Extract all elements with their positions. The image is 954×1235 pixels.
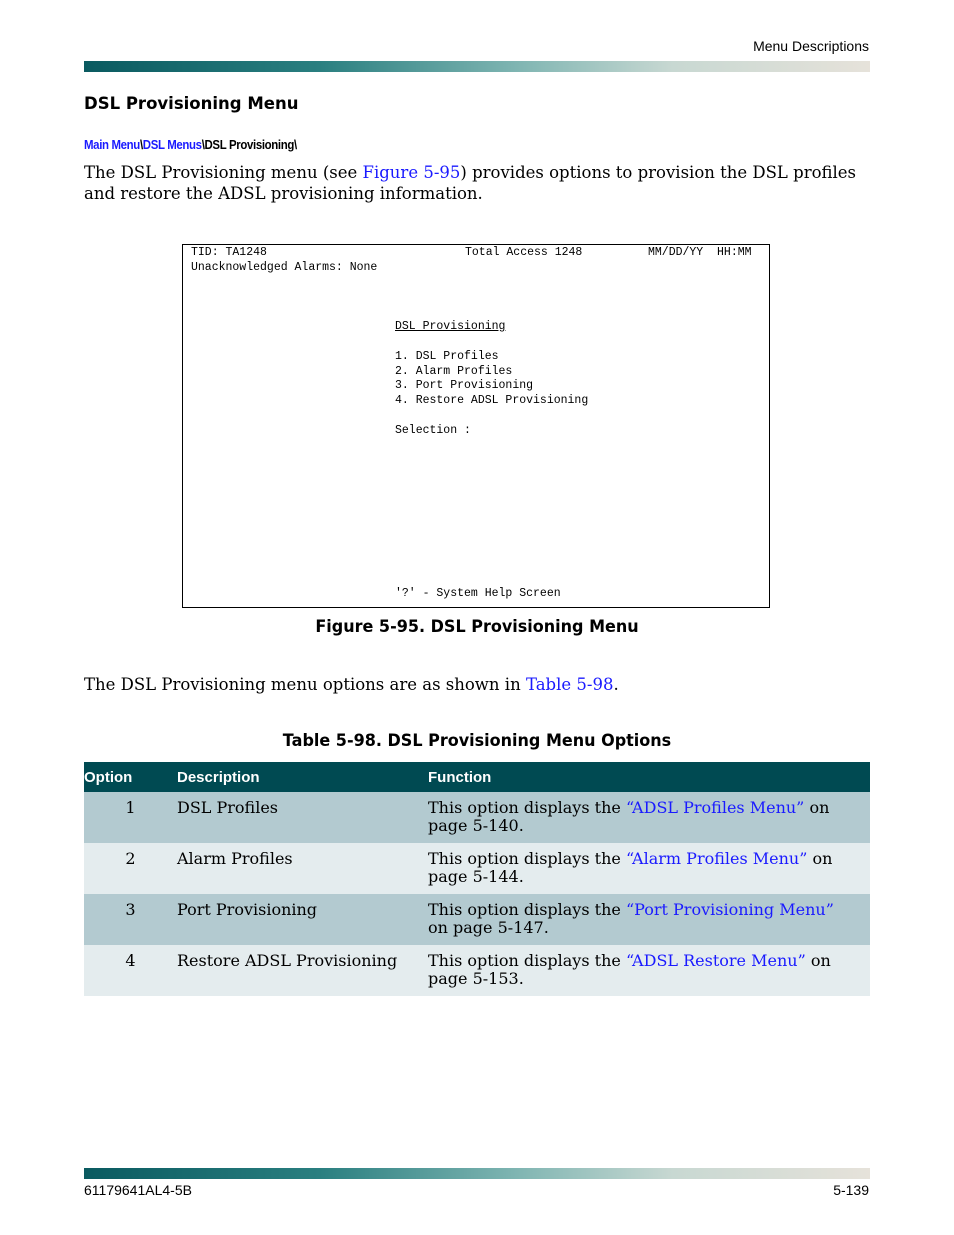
figure-caption: Figure 5-95. DSL Provisioning Menu [315, 617, 639, 636]
row-description: Alarm Profiles [177, 843, 428, 894]
breadcrumb-main-menu-link[interactable]: Main Menu [84, 137, 140, 152]
function-page-ref: on page 5-147. [428, 918, 549, 937]
terminal-menu-item[interactable]: 4. Restore ADSL Provisioning [395, 394, 589, 407]
adsl-profiles-menu-link[interactable]: “ADSL Profiles Menu” [625, 798, 805, 817]
row-function [428, 792, 870, 843]
options-table [84, 762, 870, 996]
terminal-screen [182, 244, 770, 608]
row-description: Port Provisioning [177, 894, 428, 945]
row-description: DSL Profiles [177, 792, 428, 843]
doc-number: 61179641AL4-5B [84, 1182, 192, 1198]
row-function [428, 945, 870, 996]
row-option: 2 [84, 843, 177, 894]
breadcrumb-separator: \ [139, 137, 143, 152]
function-page-ref: on page 5-153. [428, 951, 831, 988]
section-title: DSL Provisioning Menu [84, 94, 299, 113]
breadcrumb-current: \DSL Provisioning\ [201, 137, 297, 152]
adsl-restore-menu-link[interactable]: “ADSL Restore Menu” [625, 951, 806, 970]
intro-text-after: ) provides options to provision the DSL profiles and restore the ADSL provisioning information. [84, 163, 857, 203]
port-provisioning-menu-link[interactable]: “Port Provisioning Menu” [625, 900, 834, 919]
terminal-menu-item[interactable]: 1. DSL Profiles [395, 350, 499, 363]
header-description: Description [177, 762, 428, 792]
function-page-ref: on page 5-140. [428, 798, 830, 835]
terminal-datetime: MM/DD/YY HH:MM [648, 246, 752, 259]
alarm-profiles-menu-link[interactable]: “Alarm Profiles Menu” [625, 849, 808, 868]
terminal-alarms: Unacknowledged Alarms: None [191, 261, 378, 274]
breadcrumb-dsl-menus-link[interactable]: DSL Menus [142, 137, 202, 152]
table-row [84, 894, 870, 945]
row-function [428, 894, 870, 945]
options-intro-text: The DSL Provisioning menu options are as shown in [84, 675, 526, 694]
table-row [84, 843, 870, 894]
terminal-menu-item[interactable]: 3. Port Provisioning [395, 379, 534, 392]
function-text: This option displays the [428, 900, 626, 919]
row-option: 1 [84, 792, 177, 843]
header-function: Function [428, 762, 870, 792]
terminal-system-name: Total Access 1248 [465, 246, 583, 259]
options-intro-paragraph [84, 675, 619, 694]
options-intro-period: . [613, 675, 619, 694]
intro-text-before: The DSL Provisioning menu (see [84, 163, 363, 182]
function-text: This option displays the [428, 798, 626, 817]
figure-link[interactable]: Figure 5-95 [362, 163, 461, 182]
terminal-tid: TID: TA1248 [191, 246, 267, 259]
running-head: Menu Descriptions [753, 38, 869, 54]
header-rule [84, 61, 870, 72]
function-page-ref: on page 5-144. [428, 849, 833, 886]
row-option: 3 [84, 894, 177, 945]
table-row [84, 792, 870, 843]
table-caption: Table 5-98. DSL Provisioning Menu Options [282, 731, 672, 750]
row-option: 4 [84, 945, 177, 996]
row-function [428, 843, 870, 894]
page-number: 5-139 [833, 1182, 869, 1198]
terminal-menu-item[interactable]: 2. Alarm Profiles [395, 365, 513, 378]
row-description: Restore ADSL Provisioning [177, 945, 428, 996]
breadcrumb [84, 137, 297, 152]
table-row [84, 945, 870, 996]
terminal-selection-prompt[interactable]: Selection : [395, 424, 471, 437]
function-text: This option displays the [428, 849, 626, 868]
header-option: Option [84, 762, 177, 792]
terminal-help-hint: '?' - System Help Screen [395, 587, 561, 600]
table-link[interactable]: Table 5-98 [525, 675, 614, 694]
intro-paragraph [84, 162, 874, 204]
terminal-menu-title: DSL Provisioning [395, 320, 506, 333]
function-text: This option displays the [428, 951, 626, 970]
footer-rule [84, 1168, 870, 1179]
